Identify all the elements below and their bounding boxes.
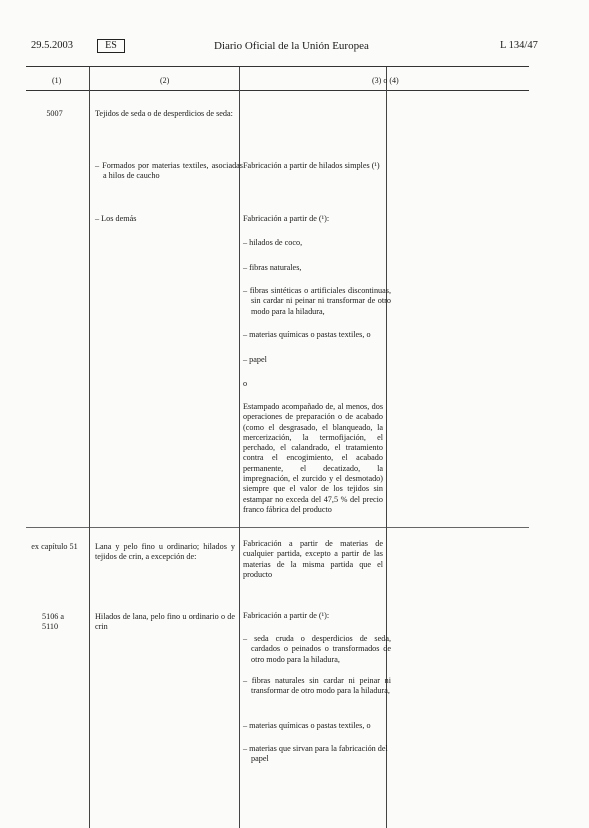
tariff-code-ex-51: ex capítulo 51 <box>31 542 78 551</box>
tariff-code-5106-5110: 5106 a 5110 <box>42 612 65 632</box>
column-header-1: (1) <box>52 76 62 85</box>
rule-5106-item: – materias químicas o pastas textiles, o <box>243 721 371 730</box>
rule-5007-or: o <box>243 379 248 388</box>
column-divider-1 <box>89 67 90 828</box>
rule-5007-item: – materias químicas o pastas textiles, o <box>243 330 371 339</box>
column-header-2: (2) <box>160 76 170 85</box>
rule-5007-printing: Estampado acompañado de, al menos, dos operaciones de preparación o de acabado (como el desgrasado, el blanqueado, la mercerización, la termofijación, el perchado, el calandrado, el tratamiento contra el encogimiento, el acabado permanente, el decatizado, la impregnación, el zurcido y el desmotado) siempre que el valor de los tejidos sin estampar no exceda del 47,5 % del precio franco fábrica del producto <box>243 402 383 514</box>
rule-5007-other-intro: Fabricación a partir de (¹): <box>243 214 330 223</box>
rule-5007-item: – hilados de coco, <box>243 238 303 247</box>
description-5007: Tejidos de seda o de desperdicios de seda: <box>95 109 233 118</box>
column-divider-3 <box>386 67 387 828</box>
journal-title: Diario Oficial de la Unión Europea <box>214 40 369 52</box>
rule-5007-item: – papel <box>243 355 267 364</box>
description-5106-5110: Hilados de lana, pelo fino u ordinario o de crin <box>95 612 235 632</box>
tariff-code-5007: 5007 <box>46 109 63 118</box>
rule-5106-item: – seda cruda o desperdicios de seda, cardados o peinados o transformados de otro modo para la hiladura, <box>243 634 391 664</box>
description-ex-51: Lana y pelo fino u ordinario; hilados y tejidos de crin, a excepción de: <box>95 542 235 562</box>
column-header-3: (3) o (4) <box>372 76 399 85</box>
rule-5106-intro: Fabricación a partir de (¹): <box>243 611 330 620</box>
rule-5106-item: – materias que sirvan para la fabricación del papel <box>243 744 388 764</box>
header-date: 29.5.2003 <box>31 40 73 51</box>
description-5007-rubber: – Formados por materias textiles, asociadas a hilos de caucho <box>95 161 243 181</box>
language-badge: ES <box>97 39 125 53</box>
rule-5007-item: – fibras naturales, <box>243 263 302 272</box>
rule-ex-51: Fabricación a partir de materias de cualquier partida, excepto a partir de las materias de la misma partida que el producto <box>243 539 383 579</box>
page-number: L 134/47 <box>500 40 538 51</box>
table-top-border <box>26 66 529 67</box>
rule-5007-rubber: Fabricación a partir de hilados simples (¹) <box>243 161 380 170</box>
header-row-border <box>26 90 529 91</box>
rule-5007-item: – fibras sintéticas o artificiales discontinuas, sin cardar ni peinar ni transformar de otro modo para la hiladura, <box>243 286 391 316</box>
description-5007-other: – Los demás <box>95 214 137 223</box>
rule-5106-item: – fibras naturales sin cardar ni peinar ni transformar de otro modo para la hiladura, <box>243 676 391 696</box>
row-separator <box>26 527 529 528</box>
